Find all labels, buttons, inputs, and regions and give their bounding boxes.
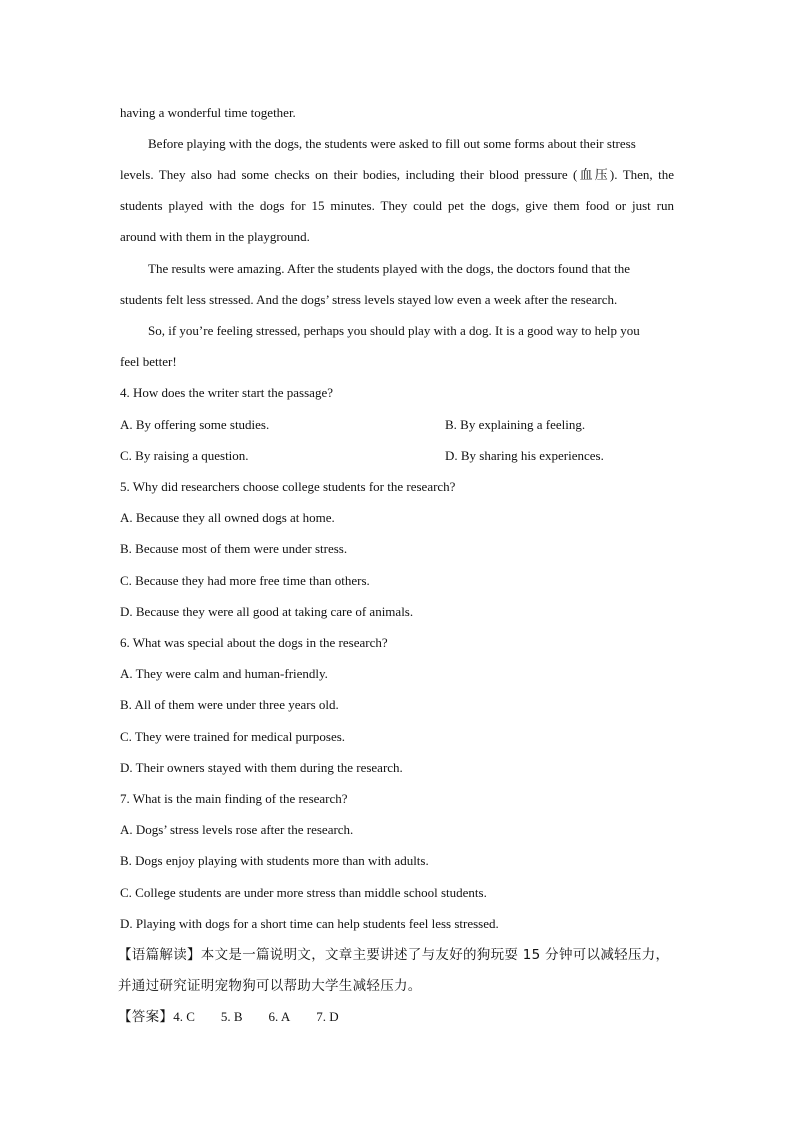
- question-stem: 5. Why did researchers choose college students for the research?: [120, 479, 456, 494]
- option-d: D. Playing with dogs for a short time can help students feel less stressed.: [120, 916, 499, 931]
- passage-line: Before playing with the dogs, the students were asked to fill out some forms about their stress: [148, 136, 636, 151]
- answer-item: 7. D: [316, 1009, 339, 1024]
- answer-item: 4. C: [173, 1009, 195, 1024]
- option-d: D. By sharing his experiences.: [445, 448, 604, 463]
- passage-line: around with them in the playground.: [120, 229, 310, 244]
- passage-line: So, if you’re feeling stressed, perhaps you should play with a dog. It is a good way to help you: [148, 323, 640, 338]
- question-stem: 7. What is the main finding of the research?: [120, 791, 348, 806]
- passage-line: levels. They also had some checks on their bodies, including their blood pressure (血压). Then, the: [120, 167, 674, 182]
- question-stem: 6. What was special about the dogs in the research?: [120, 635, 388, 650]
- option-a: A. Because they all owned dogs at home.: [120, 510, 335, 525]
- option-c: C. Because they had more free time than others.: [120, 573, 370, 588]
- option-b: B. Dogs enjoy playing with students more than with adults.: [120, 853, 429, 868]
- answer-label: 【答案】: [118, 1009, 174, 1025]
- option-b: B. All of them were under three years old.: [120, 697, 339, 712]
- option-c: C. College students are under more stress than middle school students.: [120, 885, 487, 900]
- answer-row: [118, 1008, 339, 1026]
- question-stem: 4. How does the writer start the passage?: [120, 385, 333, 400]
- passage-line: having a wonderful time together.: [120, 105, 296, 120]
- option-a: A. Dogs’ stress levels rose after the research.: [120, 822, 354, 837]
- answer-item: 6. A: [268, 1009, 291, 1024]
- option-a: A. By offering some studies.: [120, 417, 270, 432]
- passage-line: students played with the dogs for 15 minutes. They could pet the dogs, give them food or just run: [120, 198, 674, 213]
- option-d: D. Because they were all good at taking care of animals.: [120, 604, 414, 619]
- option-b: B. Because most of them were under stress.: [120, 541, 348, 556]
- analysis-text: 并通过研究证明宠物狗可以帮助大学生减轻压力。: [118, 978, 422, 994]
- passage-line: feel better!: [120, 354, 177, 369]
- option-c: C. By raising a question.: [120, 448, 249, 463]
- analysis-text: 【语篇解读】本文是一篇说明文，文章主要讲述了与友好的狗玩耍 15 分钟可以减轻压力，: [118, 947, 670, 963]
- answer-item: 5. B: [220, 1009, 243, 1024]
- option-a: A. They were calm and human-friendly.: [120, 666, 328, 681]
- passage-line: students felt less stressed. And the dogs’ stress levels stayed low even a week after the research.: [120, 292, 618, 307]
- option-b: B. By explaining a feeling.: [445, 417, 586, 432]
- option-c: C. They were trained for medical purposes.: [120, 729, 346, 744]
- option-d: D. Their owners stayed with them during the research.: [120, 760, 403, 775]
- passage-line: The results were amazing. After the students played with the dogs, the doctors found that the: [148, 261, 630, 276]
